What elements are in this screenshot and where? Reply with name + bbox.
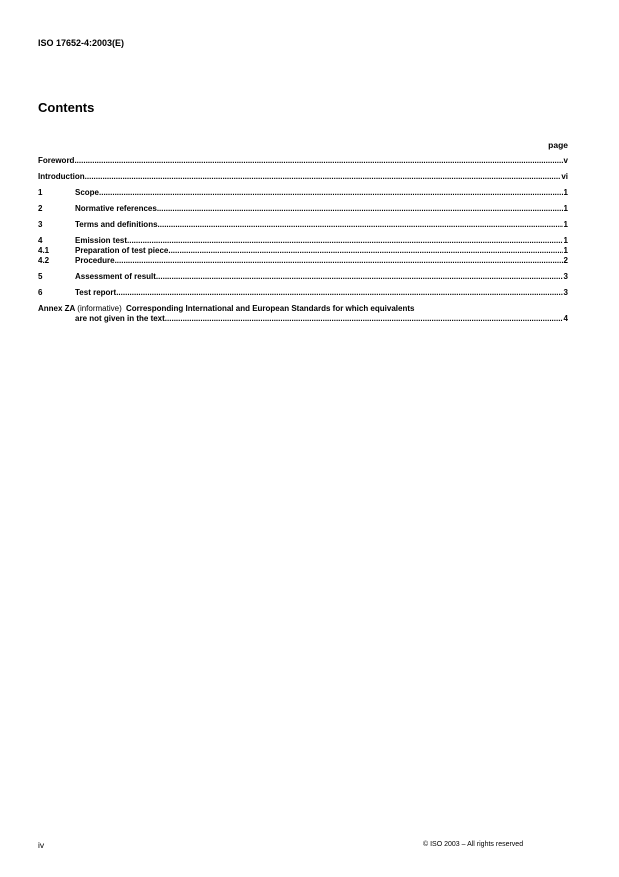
toc-entry-number: 4 [38, 236, 43, 245]
toc-leader [116, 288, 562, 298]
toc-entry-foreword[interactable] [38, 156, 568, 166]
toc-entry-number: 4.1 [38, 246, 50, 255]
toc-entry-page: vi [561, 172, 568, 181]
toc-entry-title: Foreword [38, 156, 75, 165]
toc-entry-page: 1 [563, 204, 568, 213]
page-column-label: page [548, 140, 568, 150]
toc-leader [74, 156, 562, 166]
footer-copyright: © ISO 2003 – All rights reserved [423, 841, 524, 848]
toc-entry-procedure[interactable] [38, 256, 568, 266]
toc-entry-title: Test report [75, 288, 117, 297]
table-of-contents [38, 156, 568, 324]
toc-entry-introduction[interactable] [38, 172, 568, 182]
toc-leader [157, 204, 563, 214]
toc-entry-number: 1 [38, 188, 43, 197]
toc-entry-title: Emission test [75, 236, 128, 245]
toc-leader [156, 272, 563, 282]
toc-entry-title: Procedure [75, 256, 115, 265]
toc-leader [115, 256, 563, 266]
toc-entry-test-report[interactable] [38, 288, 568, 298]
annex-title-line1: Corresponding International and European Standards for which equivalents [125, 304, 415, 313]
footer-page-number: iv [38, 840, 45, 850]
toc-entry-number: 4.2 [38, 256, 50, 265]
toc-entry-title: Terms and definitions [75, 220, 158, 229]
toc-leader [168, 246, 562, 256]
toc-entry-preparation-of-test-piece[interactable] [38, 246, 568, 256]
toc-leader [99, 188, 563, 198]
toc-entry-page: 1 [563, 236, 568, 245]
toc-entry-page: 4 [563, 314, 568, 323]
toc-entry-page: 1 [563, 246, 568, 255]
toc-entry-number: 6 [38, 288, 43, 297]
document-id: ISO 17652-4:2003(E) [38, 38, 125, 48]
annex-informative-tag: (informative) [77, 304, 122, 313]
contents-title: Contents [38, 100, 95, 115]
toc-entry-scope[interactable] [38, 188, 568, 198]
toc-entry-normative-references[interactable] [38, 204, 568, 214]
annex-label: Annex ZA [38, 304, 76, 313]
toc-entry-page: v [563, 156, 568, 165]
toc-leader [158, 220, 563, 230]
toc-entry-title: Normative references [75, 204, 157, 213]
toc-entry-title: Scope [75, 188, 100, 197]
toc-leader [85, 172, 561, 182]
toc-entry-title: Introduction [38, 172, 85, 181]
toc-entry-title: Preparation of test piece [75, 246, 169, 255]
toc-entry-page: 1 [563, 188, 568, 197]
toc-entry-page: 2 [563, 256, 568, 265]
toc-entry-title: Assessment of result [75, 272, 156, 281]
toc-entry-number: 3 [38, 220, 43, 229]
annex-title-line2: are not given in the text [75, 314, 165, 323]
toc-leader [165, 314, 563, 324]
toc-entry-assessment-of-result[interactable] [38, 272, 568, 282]
toc-entry-page: 3 [563, 288, 568, 297]
toc-entry-page: 1 [563, 220, 568, 229]
toc-entry-emission-test[interactable] [38, 236, 568, 246]
toc-entry-annex-za[interactable] [38, 304, 568, 324]
toc-entry-number: 2 [38, 204, 43, 213]
toc-entry-number: 5 [38, 272, 43, 281]
toc-entry-terms-and-definitions[interactable] [38, 220, 568, 230]
toc-leader [127, 236, 563, 246]
toc-entry-page: 3 [563, 272, 568, 281]
